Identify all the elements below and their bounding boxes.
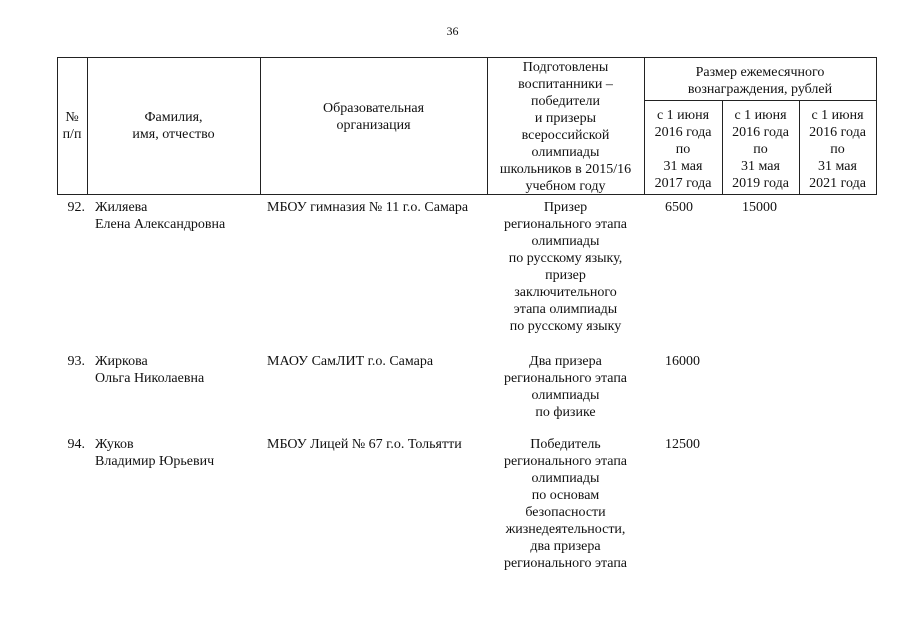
row-name: Жиркова Ольга Николаевна [95,354,205,386]
row-award-period-2: 15000 [742,200,777,215]
row-award-period-1: 12500 [665,437,700,452]
row-org: МБОУ Лицей № 67 г.о. Тольятти [267,437,462,452]
header-org: Образовательная организация [322,101,425,133]
row-award-period-1: 16000 [665,354,700,369]
header-award: Размер ежемесячного вознаграждения, рублей [687,65,833,97]
header-period-2: с 1 июня 2016 года по 31 мая 2019 года [732,108,789,191]
row-achievement: Победитель регионального этапа олимпиады по основам безопасности жизнедеятельности, два призера регионального этапа [503,437,628,571]
row-number: 92. [67,200,85,215]
row-achievement: Два призера регионального этапа олимпиады по физике [503,354,628,420]
row-number: 94. [67,437,85,452]
row-name: Жиляева Елена Александровна [95,200,226,232]
row-org: МАОУ СамЛИТ г.о. Самара [267,354,434,369]
row-name: Жуков Владимир Юрьевич [95,437,215,469]
row-org: МБОУ гимназия № 11 г.о. Самара [267,200,469,215]
header-achievement: Подготовлены воспитанники – победители и призеры всероссийской олимпиады школьников в 2015/16 учебном году [499,60,632,194]
header-num: № п/п [62,110,82,142]
page-number: 36 [446,24,459,38]
header-name: Фамилия, имя, отчество [132,110,215,142]
header-period-3: с 1 июня 2016 года по 31 мая 2021 года [809,108,866,191]
row-number: 93. [67,354,85,369]
row-achievement: Призер регионального этапа олимпиады по русскому языку, призер заключительного этапа олимпиады по русскому языку [503,200,628,334]
header-period-1: с 1 июня 2016 года по 31 мая 2017 года [654,108,712,191]
row-award-period-1: 6500 [665,200,693,215]
